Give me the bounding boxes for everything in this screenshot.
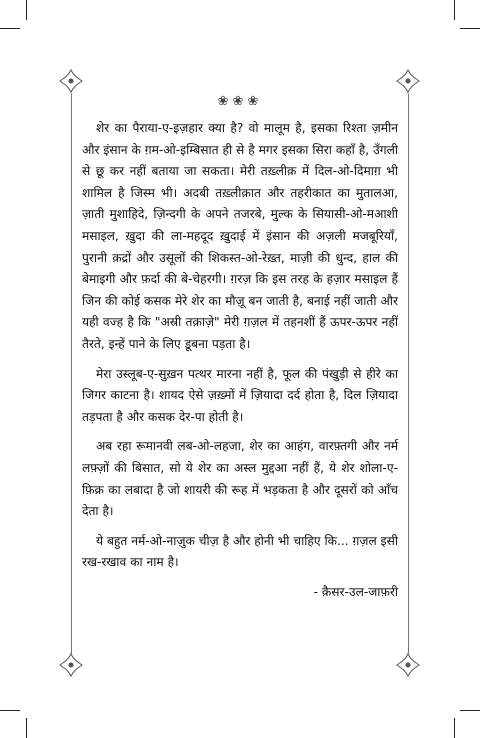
crop-mark-bottom-right-v [454, 718, 455, 738]
paragraph-2: मेरा उस्लूब-ए-सुख़न पत्थर मारना नहीं है, फूल की पंखुड़ी से हीरे का जिगर काटना है। शायद ऐसे ज़ख़्मों में ज़ियादा दर्द होता है, दिल ज़ियादा तड़पता है और कसक देर-पा होती है। [82, 366, 398, 424]
corner-ornament-bottom-left [58, 652, 84, 678]
author-signature: - क़ैसर-उल-जाफ़री [313, 584, 398, 599]
ornament-fleuron: ❀❀❀ [217, 94, 263, 109]
crop-mark-bottom-right-h [460, 710, 480, 711]
crop-mark-top-right-h [460, 28, 480, 29]
corner-ornament-bottom-right [395, 652, 421, 678]
paragraph-3: अब रहा रूमानवी लब-ओ-लहजा, शेर का आहंग, वारफ़्तगी और नर्म लफ़्ज़ों की बिसात, सो ये शेर का अस्ल मुद्दआ नहीं हैं, ये शेर शोला-ए-फ़िक्र का लबादा है जो शायरी की रूह में भड़कता है और दूसरों को आँच देता है। [82, 439, 398, 519]
crop-mark-top-left-h [0, 28, 20, 29]
page-body [82, 118, 398, 603]
crop-mark-top-right-v [454, 0, 455, 20]
corner-ornament-top-left [58, 68, 84, 94]
crop-mark-bottom-left-h [0, 710, 20, 711]
corner-ornament-top-right [395, 68, 421, 94]
paragraph-4: ये बहुत नर्म-ओ-नाज़ुक चीज़ है और होनी भी चाहिए कि... ग़ज़ल इसी रख-रखाव का नाम है। [82, 533, 398, 570]
frame-left-line [71, 94, 72, 654]
crop-mark-top-left-v [26, 0, 27, 20]
frame-right-line [408, 94, 409, 654]
crop-mark-bottom-left-v [26, 718, 27, 738]
paragraph-1: शेर का पैराया-ए-इज़हार क्या है? वो मालूम है, इसका रिश्ता ज़मीन और इंसान के ग़म-ओ-इम्बिसात ही से है मगर इसका सिरा कहाँ है, उँगली से छू कर नहीं बताया जा सकता। मेरी तख़्लीक़ में दिल-ओ-दिमाग़ भी शामिल है जिस्म भी। अदबी तख़्लीक़ात और तहरीकात का मुतालआ, ज़ाती मुशाहिदे, ज़िन्दगी के अपने तजरबे, मुल्क के सियासी-ओ-मआशी मसाइल, ख़ुदा की ला-महदूद ख़ुदाई में इंसान की अज़ली मजबूरियाँ, पुरानी क़द्रों और उसूलों की शिकस्त-ओ-रेख़्त, माज़ी की धुन्द, हाल की बेमाइगी और फ़र्दा की बे-चेहरगी। ग़रज़ कि इस तरह के हज़ार मसाइल हैं जिन की कोई कसक मेरे शेर का मौज़ू बन जाती है, बनाई नहीं जाती और यही वज्ह है कि "अस्री तक़ाज़े" मेरी ग़ज़ल में तहनशीं हैं ऊपर-ऊपर नहीं तैरते, इन्हें पाने के लिए डूबना पड़ता है। [82, 121, 398, 351]
